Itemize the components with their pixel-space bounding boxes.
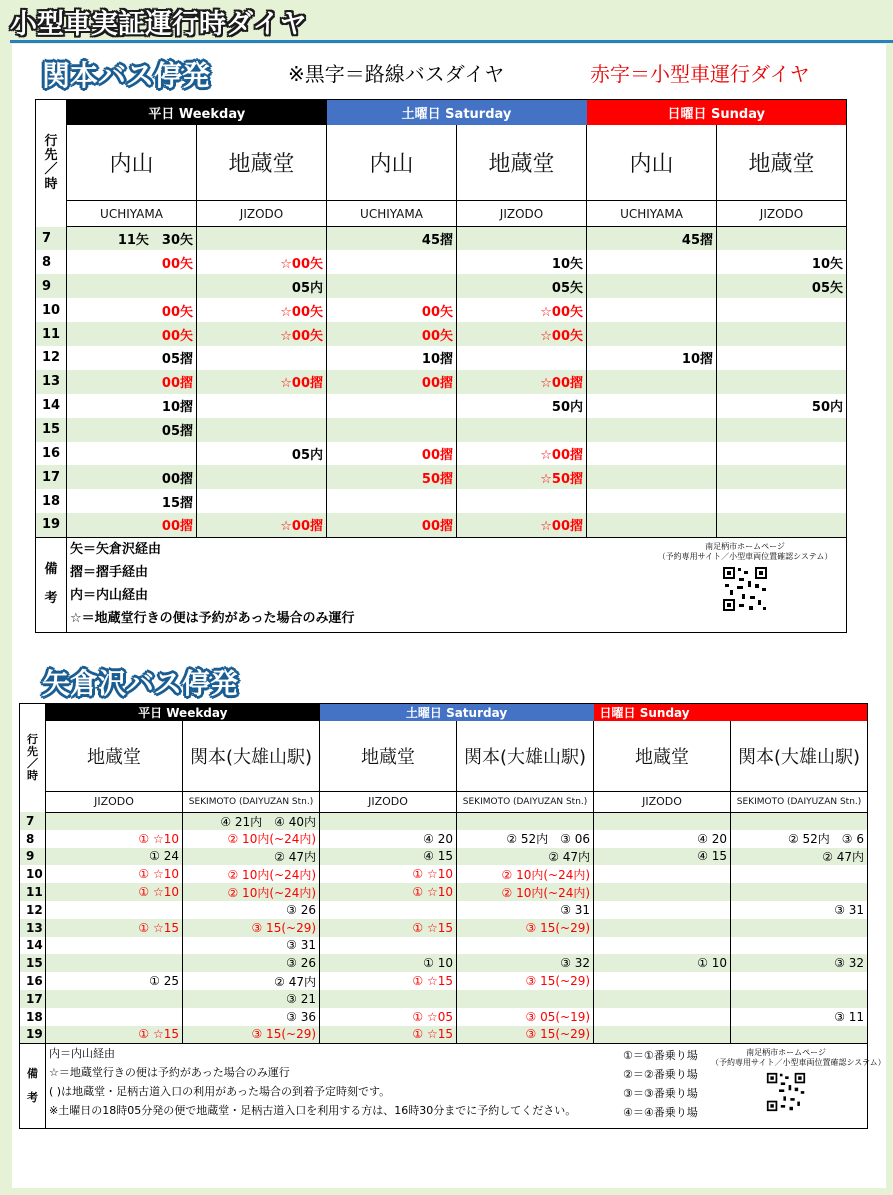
departure-cell <box>594 883 731 901</box>
hour-cell: 8 <box>36 250 67 274</box>
departure-cell <box>717 322 847 346</box>
departure-cell <box>594 865 731 883</box>
departure-cell <box>594 972 731 990</box>
hour-cell: 14 <box>36 394 67 418</box>
departure-cell <box>457 227 587 251</box>
departure-cell: ④ 20 <box>594 830 731 848</box>
table-row <box>20 865 868 883</box>
departure-cell: ☆00矢 <box>457 298 587 322</box>
departure-cell <box>717 418 847 442</box>
departure-cell <box>717 489 847 513</box>
departure-cell <box>457 937 594 955</box>
departure-cell: 05矢 <box>717 274 847 298</box>
hour-cell: 7 <box>20 812 46 830</box>
departure-cell: 10摺 <box>327 346 457 370</box>
departure-cell: 05内 <box>197 442 327 466</box>
day-weekday: 平日 Weekday <box>67 100 327 125</box>
departure-cell <box>457 812 594 830</box>
departure-cell: ③ 05(~19) <box>457 1008 594 1026</box>
destination-label: 地蔵堂 <box>320 721 457 791</box>
departure-cell: ③ 15(~29) <box>183 1026 320 1044</box>
hour-cell: 18 <box>36 489 67 513</box>
departure-cell: ☆00摺 <box>197 513 327 537</box>
table-row <box>36 227 847 251</box>
departure-cell <box>320 937 457 955</box>
departure-cell: ② 52内 ③ 6 <box>731 830 868 848</box>
table-row <box>36 322 847 346</box>
day-sunday: 日曜日 Sunday <box>594 704 868 722</box>
departure-cell: ③ 15(~29) <box>457 1026 594 1044</box>
departure-cell <box>587 394 717 418</box>
platform-line: ①＝①番乗り場 <box>623 1048 698 1062</box>
table-row <box>20 901 868 919</box>
departure-cell: ☆00摺 <box>197 370 327 394</box>
hour-cell: 16 <box>20 972 46 990</box>
hour-cell: 10 <box>36 298 67 322</box>
qr-subcaption: （予約専用サイト／小型車両位置確認システム） <box>711 1057 886 1067</box>
departure-cell <box>46 812 183 830</box>
page-header <box>0 0 893 38</box>
destination-romaji: UCHIYAMA <box>67 201 197 227</box>
table-row <box>36 489 847 513</box>
destination-label: 関本(大雄山駅) <box>183 721 320 791</box>
timetable-yagurasawa <box>19 703 886 1129</box>
table-row <box>20 830 868 848</box>
departure-cell <box>457 489 587 513</box>
departure-cell: ① 10 <box>594 954 731 972</box>
remark-line: ※土曜日の18時05分発の便で地蔵堂・足柄古道入口を利用する方は、16時30分までに予約してください。 <box>49 1103 577 1117</box>
departure-cell: ③ 36 <box>183 1008 320 1026</box>
departure-cell <box>717 346 847 370</box>
destination-romaji: JIZODO <box>197 201 327 227</box>
departure-cell: 10摺 <box>587 346 717 370</box>
departure-cell: ③ 26 <box>183 954 320 972</box>
departure-cell: ① ☆10 <box>46 830 183 848</box>
departure-cell: ① ☆10 <box>320 883 457 901</box>
destination-label: 地蔵堂 <box>457 125 587 201</box>
departure-cell <box>197 418 327 442</box>
departure-cell: 00矢 <box>67 322 197 346</box>
departure-cell: ② 47内 <box>183 972 320 990</box>
departure-cell: 05矢 <box>457 274 587 298</box>
departure-cell <box>67 442 197 466</box>
departure-cell: ② 52内 ③ 06 <box>457 830 594 848</box>
departure-cell <box>46 1008 183 1026</box>
table-row <box>36 298 847 322</box>
hour-cell: 11 <box>20 883 46 901</box>
table-row <box>36 418 847 442</box>
departure-cell: ③ 15(~29) <box>457 972 594 990</box>
departure-cell <box>197 346 327 370</box>
table-row <box>20 883 868 901</box>
legend-black: ※黒字＝路線バスダイヤ <box>288 62 505 86</box>
platform-legend <box>623 1046 698 1122</box>
departure-cell: ① ☆15 <box>46 1026 183 1044</box>
destination-romaji: JIZODO <box>594 791 731 812</box>
destination-label: 地蔵堂 <box>46 721 183 791</box>
departure-cell: ☆00摺 <box>457 442 587 466</box>
departure-cell: ② 10内(~24内) <box>457 865 594 883</box>
departure-cell <box>594 919 731 937</box>
departure-cell: 10矢 <box>457 250 587 274</box>
table-row <box>36 346 847 370</box>
departure-cell: ④ 15 <box>594 848 731 866</box>
timetable-sekimoto <box>35 99 847 633</box>
departure-cell <box>457 418 587 442</box>
departure-cell <box>327 250 457 274</box>
departure-cell: ① ☆15 <box>320 919 457 937</box>
destination-label: 地蔵堂 <box>197 125 327 201</box>
hour-cell: 12 <box>20 901 46 919</box>
destination-romaji: JIZODO <box>46 791 183 812</box>
departure-cell: ☆00矢 <box>197 322 327 346</box>
departure-cell: 45摺 <box>587 227 717 251</box>
departure-cell: ② 47内 <box>183 848 320 866</box>
destination-label: 内山 <box>327 125 457 201</box>
departure-cell: 00矢 <box>327 322 457 346</box>
departure-cell <box>717 370 847 394</box>
destination-label: 地蔵堂 <box>594 721 731 791</box>
departure-cell <box>46 990 183 1008</box>
hour-cell: 17 <box>20 990 46 1008</box>
departure-cell <box>587 418 717 442</box>
departure-cell <box>46 954 183 972</box>
destination-romaji: UCHIYAMA <box>587 201 717 227</box>
hour-cell: 13 <box>36 370 67 394</box>
departure-cell: ② 10内(~24内) <box>183 865 320 883</box>
page-title: 小型車実証運行時ダイヤ <box>10 9 307 40</box>
destination-romaji: SEKIMOTO (DAIYUZAN Stn.) <box>457 791 594 812</box>
departure-cell <box>587 370 717 394</box>
platform-line: ③＝③番乗り場 <box>623 1086 698 1100</box>
remarks-label: 備 考 <box>44 562 58 606</box>
day-sunday: 日曜日 Sunday <box>587 100 847 125</box>
departure-cell: ① ☆10 <box>46 865 183 883</box>
platform-line: ②＝②番乗り場 <box>623 1067 698 1081</box>
departure-cell <box>327 418 457 442</box>
hour-cell: 11 <box>36 322 67 346</box>
remark-line: 内＝内山経由 <box>70 587 149 603</box>
hour-cell: 18 <box>20 1008 46 1026</box>
header-rule <box>10 40 893 43</box>
departure-cell <box>594 901 731 919</box>
departure-cell: 50摺 <box>327 465 457 489</box>
departure-cell: 10矢 <box>717 250 847 274</box>
day-weekday: 平日 Weekday <box>46 704 320 722</box>
remarks-label: 備 考 <box>27 1066 38 1104</box>
hour-cell: 13 <box>20 919 46 937</box>
departure-cell <box>717 442 847 466</box>
departure-cell: 00矢 <box>327 298 457 322</box>
departure-cell <box>731 972 868 990</box>
departure-cell <box>587 274 717 298</box>
hour-cell: 17 <box>36 465 67 489</box>
departure-cell <box>587 489 717 513</box>
departure-cell: ③ 26 <box>183 901 320 919</box>
section2-title: 矢倉沢バス停発 <box>42 667 239 700</box>
qr-caption: 南足柄市ホームページ <box>746 1047 826 1057</box>
platform-line: ④＝④番乗り場 <box>623 1105 698 1119</box>
table-row <box>20 812 868 830</box>
remark-line: ( )は地蔵堂・足柄古道入口の利用があった場合の到着予定時刻です。 <box>49 1084 391 1098</box>
hour-cell: 15 <box>36 418 67 442</box>
departure-cell: 00摺 <box>327 442 457 466</box>
departure-cell: ③ 21 <box>183 990 320 1008</box>
table-row <box>20 1008 868 1026</box>
qr-code-icon[interactable] <box>766 1072 806 1112</box>
table-row <box>20 954 868 972</box>
table-row <box>36 370 847 394</box>
departure-cell: ① 10 <box>320 954 457 972</box>
departure-cell <box>197 227 327 251</box>
qr-code-icon[interactable] <box>722 566 768 612</box>
destination-label: 内山 <box>67 125 197 201</box>
departure-cell: 00矢 <box>67 250 197 274</box>
departure-cell: 00矢 <box>67 298 197 322</box>
departure-cell <box>67 274 197 298</box>
departure-cell: ☆00矢 <box>197 298 327 322</box>
departure-cell: ④ 21内 ④ 40内 <box>183 812 320 830</box>
remark-line: 矢＝矢倉沢経由 <box>70 541 162 557</box>
destination-label: 関本(大雄山駅) <box>457 721 594 791</box>
departure-cell <box>731 883 868 901</box>
departure-cell: ③ 32 <box>457 954 594 972</box>
departure-cell <box>587 465 717 489</box>
destination-romaji: SEKIMOTO (DAIYUZAN Stn.) <box>183 791 320 812</box>
qr-caption: 南足柄市ホームページ <box>705 541 785 551</box>
remark-line: ☆＝地蔵堂行きの便は予約があった場合のみ運行 <box>49 1065 290 1079</box>
departure-cell <box>594 990 731 1008</box>
departure-cell: ① ☆15 <box>46 919 183 937</box>
departure-cell <box>594 812 731 830</box>
departure-cell: ③ 15(~29) <box>183 919 320 937</box>
table-row <box>36 513 847 537</box>
day-saturday: 土曜日 Saturday <box>327 100 587 125</box>
departure-cell: 00摺 <box>67 465 197 489</box>
departure-cell: ① ☆10 <box>320 865 457 883</box>
hour-cell: 12 <box>36 346 67 370</box>
departure-cell: 05内 <box>197 274 327 298</box>
departure-cell <box>731 865 868 883</box>
destination-label: 地蔵堂 <box>717 125 847 201</box>
remark-line: 摺＝摺手経由 <box>70 564 149 580</box>
departure-cell: ② 47内 <box>457 848 594 866</box>
departure-cell: 50内 <box>717 394 847 418</box>
departure-cell: ① 25 <box>46 972 183 990</box>
departure-cell: ③ 11 <box>731 1008 868 1026</box>
departure-cell <box>587 442 717 466</box>
departure-cell: ☆00矢 <box>197 250 327 274</box>
departure-cell <box>731 937 868 955</box>
departure-cell: ② 47内 <box>731 848 868 866</box>
destination-romaji: SEKIMOTO (DAIYUZAN Stn.) <box>731 791 868 812</box>
table-row <box>36 250 847 274</box>
departure-cell: ☆50摺 <box>457 465 587 489</box>
hour-cell: 10 <box>20 865 46 883</box>
remark-line: 内＝内山経由 <box>49 1046 115 1060</box>
destination-romaji: UCHIYAMA <box>327 201 457 227</box>
departure-cell <box>320 901 457 919</box>
hour-cell: 7 <box>36 227 67 251</box>
departure-cell: 10摺 <box>67 394 197 418</box>
departure-cell: 05摺 <box>67 346 197 370</box>
departure-cell <box>197 465 327 489</box>
destination-romaji: JIZODO <box>320 791 457 812</box>
departure-cell <box>587 322 717 346</box>
table-row <box>20 990 868 1008</box>
table-row <box>20 919 868 937</box>
departure-cell <box>731 919 868 937</box>
departure-cell <box>457 346 587 370</box>
vertical-label: 行 先 ／ 時 <box>44 133 58 192</box>
departure-cell: ③ 31 <box>731 901 868 919</box>
departure-cell <box>717 465 847 489</box>
departure-cell: 00摺 <box>327 513 457 537</box>
departure-cell <box>327 274 457 298</box>
departure-cell: ② 10内(~24内) <box>183 883 320 901</box>
departure-cell <box>594 1026 731 1044</box>
departure-cell: ④ 20 <box>320 830 457 848</box>
hour-cell: 9 <box>20 848 46 866</box>
departure-cell <box>46 901 183 919</box>
hour-cell: 8 <box>20 830 46 848</box>
table-row <box>36 274 847 298</box>
departure-cell: 50内 <box>457 394 587 418</box>
legend-red: 赤字＝小型車運行ダイヤ <box>590 62 810 86</box>
departure-cell: ① ☆10 <box>46 883 183 901</box>
departure-cell: ② 10内(~24内) <box>457 883 594 901</box>
section1-title: 関本バス停発 <box>42 59 211 92</box>
table-row <box>36 465 847 489</box>
departure-cell <box>320 812 457 830</box>
destination-romaji: JIZODO <box>717 201 847 227</box>
destination-romaji: JIZODO <box>457 201 587 227</box>
departure-cell <box>197 394 327 418</box>
departure-cell: 00摺 <box>67 513 197 537</box>
departure-cell: ③ 15(~29) <box>457 919 594 937</box>
departure-cell: ① ☆15 <box>320 972 457 990</box>
remark-line: ☆＝地蔵堂行きの便は予約があった場合のみ運行 <box>70 610 355 626</box>
vertical-label: 行 先 ／ 時 <box>27 732 38 783</box>
departure-cell <box>731 990 868 1008</box>
departure-cell <box>717 227 847 251</box>
departure-cell <box>594 937 731 955</box>
hour-cell: 19 <box>20 1026 46 1044</box>
departure-cell <box>594 1008 731 1026</box>
departure-cell: 11矢 30矢 <box>67 227 197 251</box>
departure-cell: ③ 31 <box>183 937 320 955</box>
departure-cell: ④ 15 <box>320 848 457 866</box>
departure-cell <box>327 394 457 418</box>
table-row <box>20 937 868 955</box>
departure-cell: 45摺 <box>327 227 457 251</box>
departure-cell: ☆00摺 <box>457 513 587 537</box>
departure-cell <box>587 513 717 537</box>
hour-cell: 9 <box>36 274 67 298</box>
departure-cell: ① 24 <box>46 848 183 866</box>
departure-cell: ③ 32 <box>731 954 868 972</box>
departure-cell <box>46 937 183 955</box>
departure-cell: ☆00矢 <box>457 322 587 346</box>
departure-cell <box>197 489 327 513</box>
day-saturday: 土曜日 Saturday <box>320 704 594 722</box>
departure-cell: ① ☆05 <box>320 1008 457 1026</box>
hour-cell: 14 <box>20 937 46 955</box>
departure-cell <box>717 513 847 537</box>
hour-cell: 19 <box>36 513 67 537</box>
hour-cell: 16 <box>36 442 67 466</box>
departure-cell <box>587 298 717 322</box>
departure-cell: ③ 31 <box>457 901 594 919</box>
destination-label: 関本(大雄山駅) <box>731 721 868 791</box>
departure-cell <box>731 812 868 830</box>
departure-cell: ① ☆15 <box>320 1026 457 1044</box>
departure-cell <box>717 298 847 322</box>
hour-cell: 15 <box>20 954 46 972</box>
departure-cell: 00摺 <box>67 370 197 394</box>
destination-label: 内山 <box>587 125 717 201</box>
qr-block[interactable] <box>650 542 840 612</box>
departure-cell <box>587 250 717 274</box>
departure-cell: ☆00摺 <box>457 370 587 394</box>
qr-subcaption: （予約専用サイト／小型車両位置確認システム） <box>657 551 833 561</box>
table-row <box>20 1026 868 1044</box>
departure-cell: 00摺 <box>327 370 457 394</box>
departure-cell <box>457 990 594 1008</box>
table-row <box>20 972 868 990</box>
table-row <box>36 394 847 418</box>
table-row <box>36 442 847 466</box>
departure-cell <box>731 1026 868 1044</box>
departure-cell <box>327 489 457 513</box>
departure-cell: 15摺 <box>67 489 197 513</box>
departure-cell: ② 10内(~24内) <box>183 830 320 848</box>
departure-cell <box>320 990 457 1008</box>
qr-block[interactable] <box>711 1047 886 1112</box>
table-row <box>20 848 868 866</box>
departure-cell: 05摺 <box>67 418 197 442</box>
